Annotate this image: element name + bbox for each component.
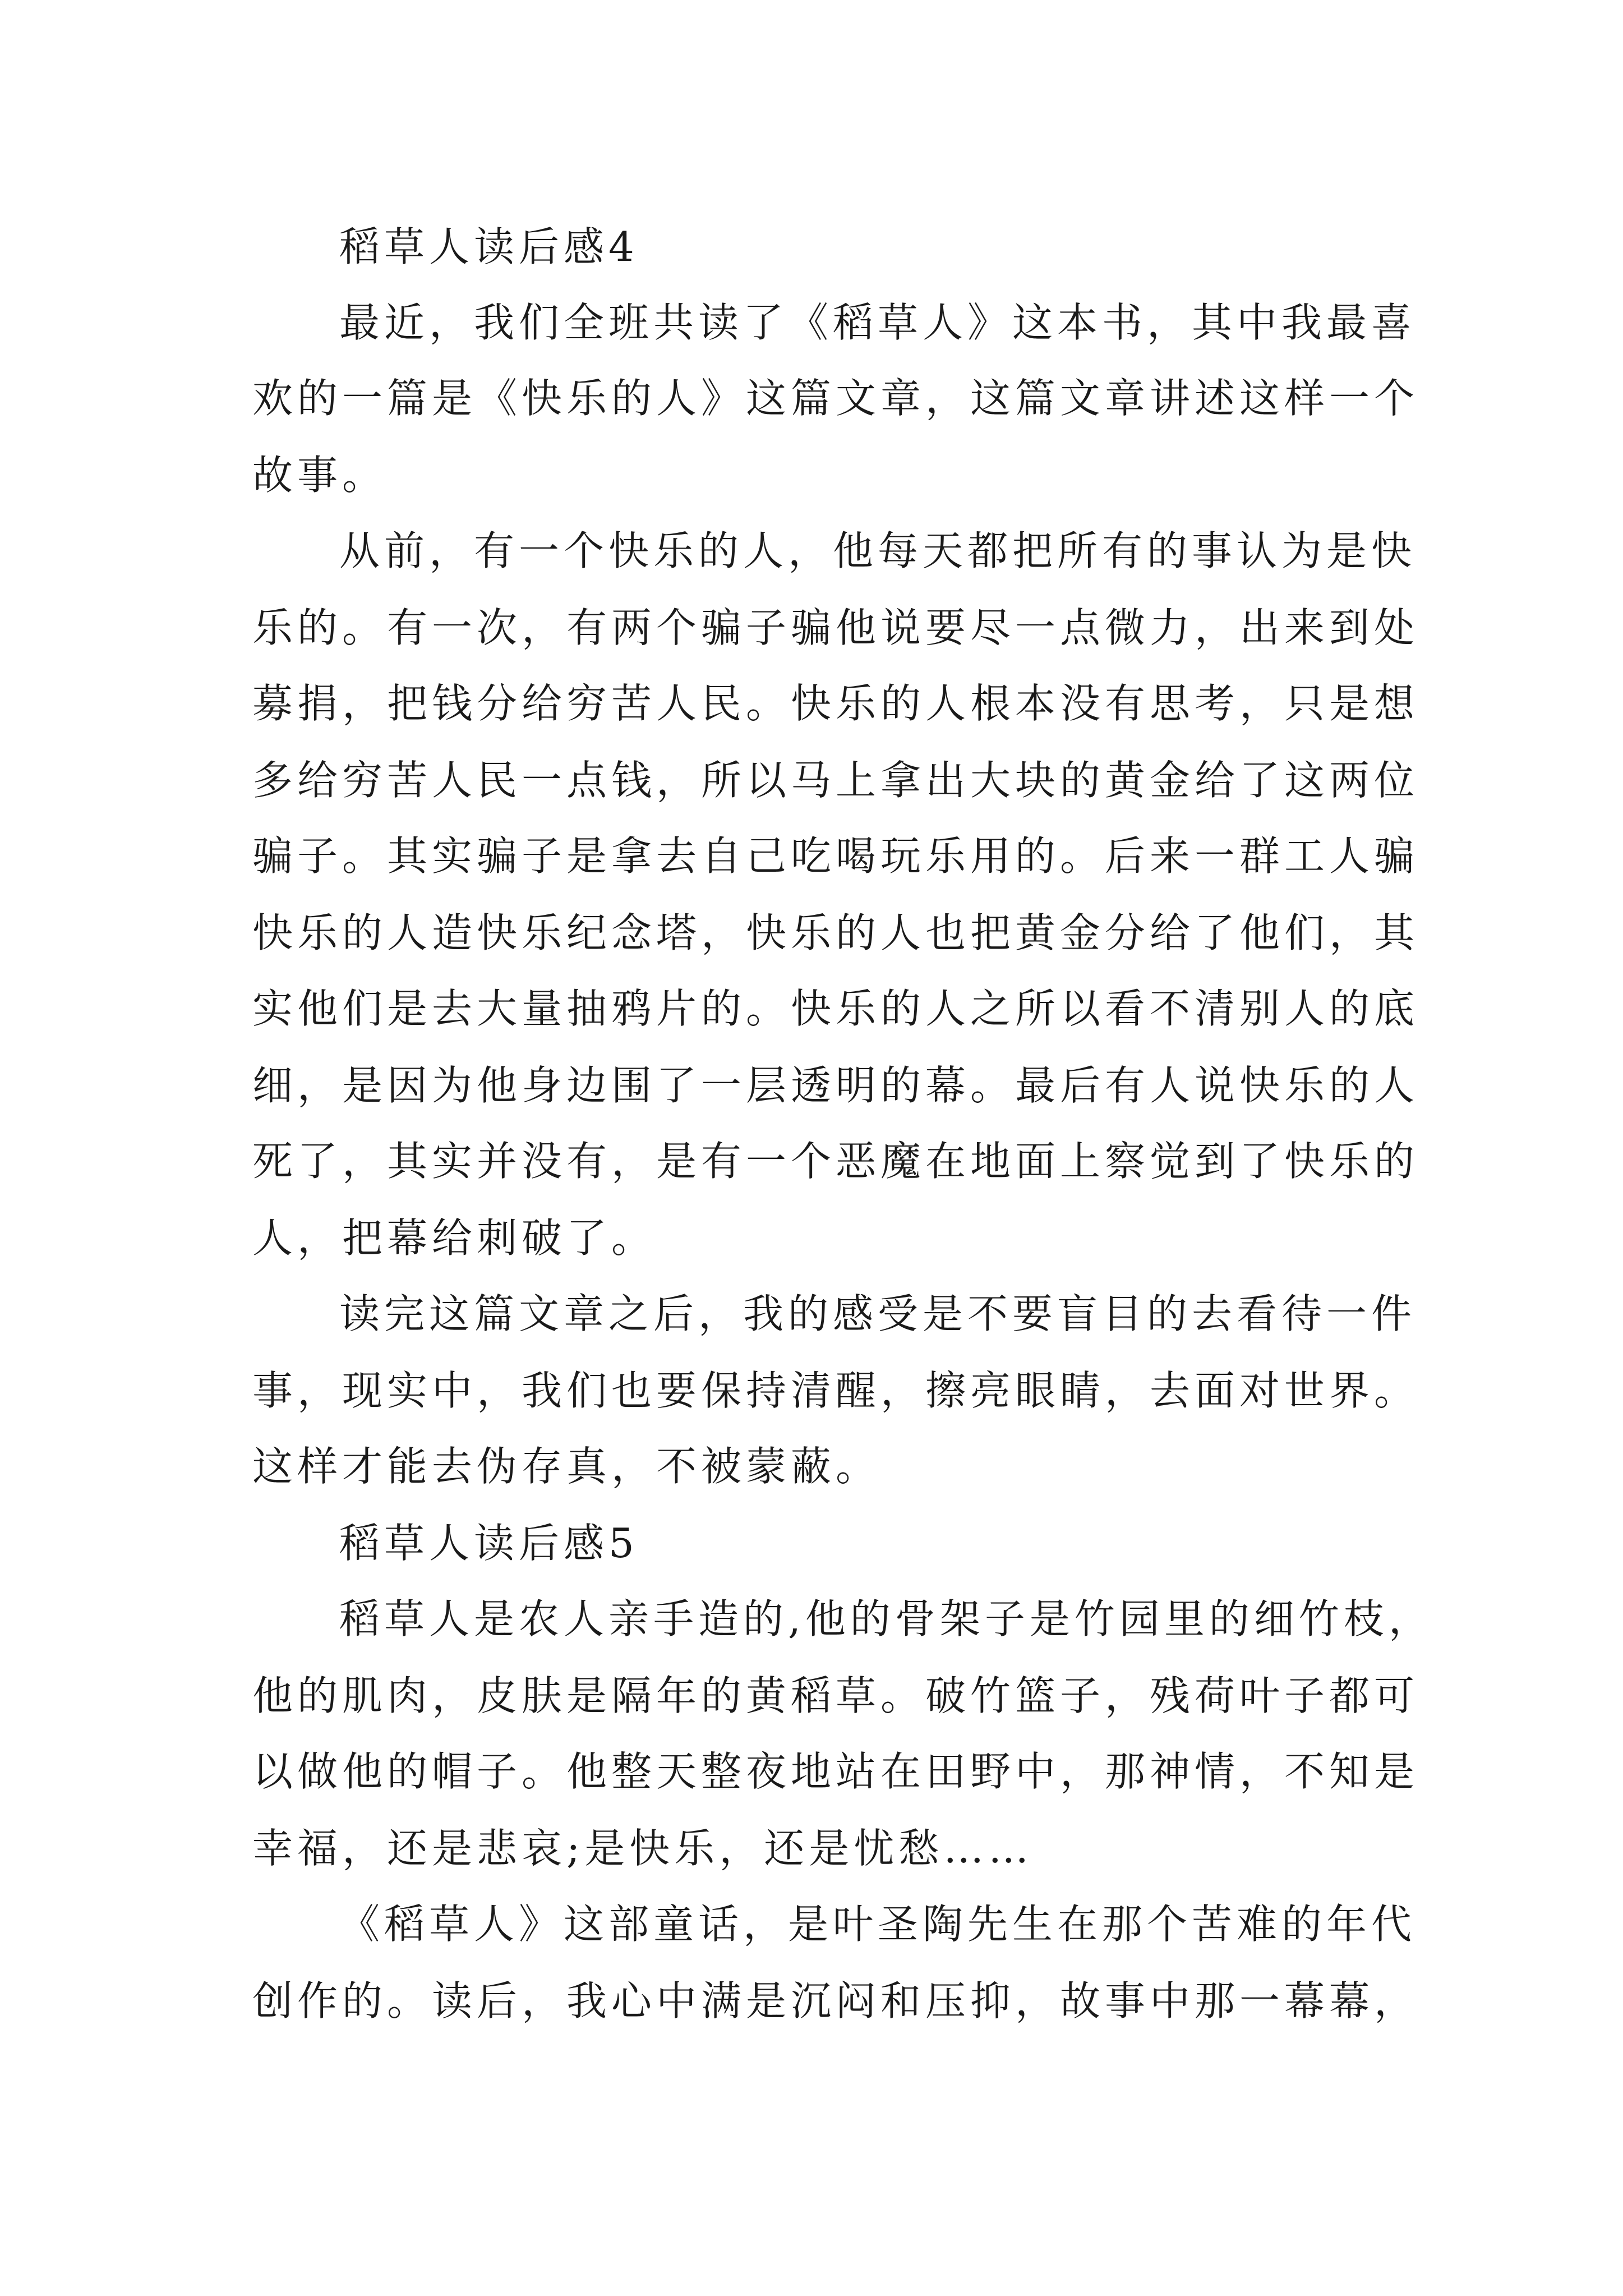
text-line: 乐的。有一次，有两个骗子骗他说要尽一点微力，出来到处	[252, 604, 1419, 651]
text-line: 事，现实中，我们也要保持清醒，擦亮眼睛，去面对世界。	[252, 1367, 1419, 1414]
text-line: 读完这篇文章之后，我的感受是不要盲目的去看待一件	[339, 1290, 1417, 1337]
text-line: 稻草人是农人亲手造的,他的骨架子是竹园里的细竹枝，	[339, 1595, 1433, 1642]
text-line: 他的肌肉，皮肤是隔年的黄稻草。破竹篮子，残荷叶子都可	[252, 1672, 1419, 1719]
text-line: 人，把幕给刺破了。	[252, 1214, 657, 1262]
text-line: 细，是因为他身边围了一层透明的幕。最后有人说快乐的人	[252, 1062, 1419, 1109]
text-line: 从前，有一个快乐的人，他每天都把所有的事认为是快	[339, 527, 1417, 574]
text-line: 最近，我们全班共读了《稻草人》这本书，其中我最喜	[339, 299, 1417, 346]
section-heading: 稻草人读后感4	[339, 223, 639, 270]
text-line: 幸福，还是悲哀;是快乐，还是忧愁……	[252, 1825, 1034, 1872]
text-line: 死了，其实并没有，是有一个恶魔在地面上察觉到了快乐的	[252, 1138, 1419, 1185]
text-line: 骗子。其实骗子是拿去自己吃喝玩乐用的。后来一群工人骗	[252, 832, 1419, 880]
text-line: 欢的一篇是《快乐的人》这篇文章，这篇文章讲述这样一个	[252, 375, 1419, 422]
text-line: 这样才能去伪存真，不被蒙蔽。	[252, 1443, 881, 1490]
text-line: 以做他的帽子。他整天整夜地站在田野中，那神情，不知是	[252, 1748, 1419, 1795]
text-line: 多给穷苦人民一点钱，所以马上拿出大块的黄金给了这两位	[252, 757, 1419, 804]
section-heading: 稻草人读后感5	[339, 1520, 639, 1567]
text-line: 募捐，把钱分给穷苦人民。快乐的人根本没有思考，只是想	[252, 680, 1419, 727]
text-line: 快乐的人造快乐纪念塔，快乐的人也把黄金分给了他们，其	[252, 909, 1419, 956]
text-line: 《稻草人》这部童话，是叶圣陶先生在那个苦难的年代	[339, 1901, 1417, 1948]
text-line: 实他们是去大量抽鸦片的。快乐的人之所以看不清别人的底	[252, 985, 1419, 1032]
text-line: 故事。	[252, 452, 388, 499]
text-line: 创作的。读后，我心中满是沉闷和压抑，故事中那一幕幕，	[252, 1977, 1419, 2024]
